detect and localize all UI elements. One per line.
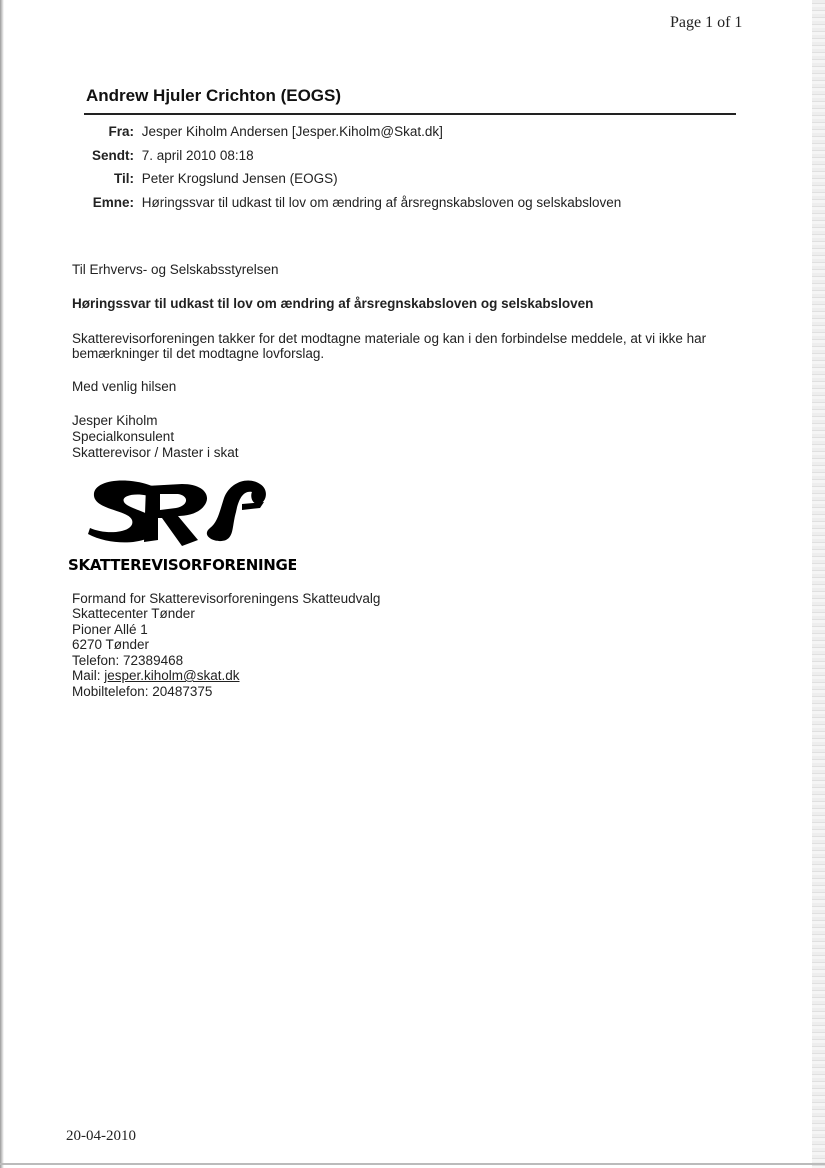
page-number: Page 1 of 1	[670, 14, 743, 31]
body-line-1: Skatterevisorforeningen takker for det modtagne materiale og kan i den forbindelse meddele, at vi ikke har	[72, 331, 707, 346]
signer-name: Jesper Kiholm	[72, 413, 158, 428]
subject-value: Høringssvar til udkast til lov om ændring af årsregnskabsloven og selskabsloven	[141, 195, 622, 210]
scan-edge-right	[812, 0, 825, 1168]
signature-line-1: Formand for Skatterevisorforeningens Skatteudvalg	[72, 591, 381, 606]
letter-subject: Høringssvar til udkast til lov om ændring af årsregnskabsloven og selskabsloven	[72, 296, 594, 311]
sent-row	[84, 148, 254, 163]
srf-logo-icon	[66, 474, 296, 574]
signature-line-3: Pioner Allé 1	[72, 622, 148, 637]
scan-edge-left	[0, 0, 4, 1168]
sent-value: 7. april 2010 08:18	[141, 148, 254, 163]
logo-wordmark: SKATTEREVISORFORENINGEN	[68, 556, 296, 574]
mail-label: Mail:	[72, 668, 105, 683]
signature-phone: Telefon: 72389468	[72, 653, 184, 668]
scan-edge-bottom	[0, 1163, 825, 1165]
header-divider	[84, 113, 736, 115]
to-row	[84, 171, 338, 186]
recipient-line: Til Erhvervs- og Selskabsstyrelsen	[72, 262, 279, 277]
signature-line-4: 6270 Tønder	[72, 637, 150, 652]
signer-title-2: Skatterevisor / Master i skat	[72, 445, 239, 460]
body-line-2: bemærkninger til det modtagne lovforslag.	[72, 346, 325, 361]
to-value: Peter Krogslund Jensen (EOGS)	[141, 171, 338, 186]
sent-label: Sendt:	[92, 148, 134, 163]
footer-date: 20-04-2010	[66, 1128, 136, 1144]
from-row	[84, 124, 443, 139]
signature-mail-row	[72, 668, 240, 684]
signature-line-2: Skattecenter Tønder	[72, 606, 195, 621]
sender-name: Andrew Hjuler Crichton (EOGS)	[86, 86, 342, 105]
mail-link[interactable]: jesper.kiholm@skat.dk	[104, 668, 240, 683]
subject-label: Emne:	[92, 195, 134, 210]
from-value: Jesper Kiholm Andersen [Jesper.Kiholm@Skat.dk]	[141, 124, 443, 139]
closing: Med venlig hilsen	[72, 379, 177, 394]
srf-logo	[66, 474, 296, 574]
to-label: Til:	[114, 171, 134, 186]
subject-row	[84, 195, 621, 210]
signature-mobile: Mobiltelefon: 20487375	[72, 684, 213, 699]
signer-title-1: Specialkonsulent	[72, 429, 175, 444]
from-label: Fra:	[108, 124, 134, 139]
